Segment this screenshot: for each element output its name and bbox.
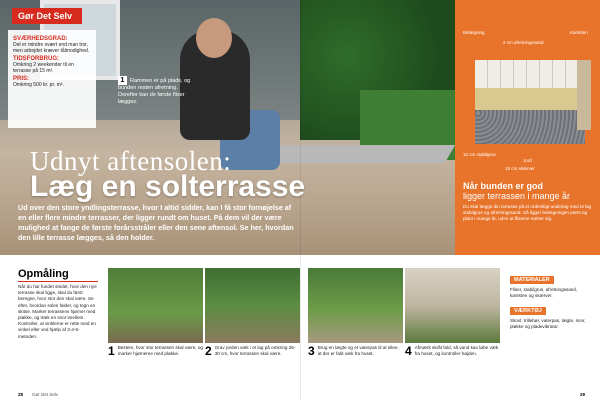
- layer-pavers: [475, 60, 585, 88]
- difficulty-text: Det er mindre svært end man tror, men arbejdet kræver tålmodighed.: [13, 42, 90, 54]
- title-line-2: Læg en solterrasse: [30, 170, 306, 203]
- step-text-2: Grav jorden væk i et lag på omkring 25-30 cm, hvor terrassen skal være.: [214, 345, 296, 356]
- step-photo-1: [108, 268, 203, 343]
- step-caption-4: [405, 345, 500, 357]
- page-number-right: 29: [580, 392, 586, 397]
- layer-gravel: [475, 110, 585, 144]
- caption-number: 1: [118, 76, 127, 85]
- info-sidebar: [8, 30, 96, 128]
- label-skaerver: 15 cm skærver: [505, 166, 535, 171]
- label-sand: 2 cm afretningssand: [503, 40, 544, 45]
- step-photo-4: [405, 268, 500, 343]
- step-text-1: Bestem, hvor stor terrassen skal være, og marker hjørnerne med pløkke.: [117, 345, 203, 356]
- footer-text: Gør Det Selv: [32, 392, 59, 397]
- step-caption-3: [308, 345, 403, 357]
- info-box-orange: [455, 175, 600, 255]
- step-photo-2: [205, 268, 300, 343]
- box-subtitle: ligger terrassen i mange år: [463, 191, 571, 201]
- label-stabilgrus: 10 cm stabilgrus: [463, 152, 496, 157]
- materials-text: Fliser, stabilgrus, afretningssand, kantsten og skærver.: [510, 287, 578, 298]
- tools-text: Skovl, trillebør, vaterpas, lægte, snor, pløkke og pladevibrator.: [510, 318, 586, 329]
- time-heading: TIDSFORBRUG:: [13, 56, 59, 62]
- heading-underline: [18, 281, 98, 282]
- box-title: Når bunden er god: [463, 181, 544, 191]
- step-number-2: 2: [205, 344, 212, 358]
- step-number-1: 1: [108, 344, 115, 358]
- page-gutter: [300, 0, 301, 400]
- hero-caption: [118, 76, 196, 106]
- box-text: Du skal lægge din terrasse på et ordentligt underlag med et lag stabilgrus og afretningssand. Så ligger belægningen pænt og plant i mange år, uden at fliserne sætter sig.: [463, 204, 592, 221]
- edge-stone: [577, 60, 591, 130]
- tools-tag: VÆRKTØJ: [510, 307, 546, 315]
- label-belaegning: Belægning: [463, 30, 485, 35]
- layer-diagram: [455, 0, 600, 175]
- time-text: Omkring 2 weekender til en terrasse på 15 m².: [13, 62, 74, 74]
- step-text-3: Brug en lægte og et vaterpas til at sikre, at der er fald væk fra huset.: [317, 345, 399, 356]
- right-sidebar: [510, 276, 592, 330]
- price-heading: PRIS:: [13, 76, 30, 82]
- section-tag: Gør Det Selv: [12, 8, 82, 24]
- caption-text: Rammen er på plads, og bunden resten afretning. Derefter kan de første fliser lægges.: [118, 78, 191, 105]
- label-jord: Jord: [523, 158, 532, 163]
- step-number-3: 3: [308, 344, 315, 358]
- price-text: Omkring 500 kr. pr. m².: [13, 82, 64, 88]
- opmaaling-text: Når du har fundet stedet, hvor den nye terrasse skal ligge, skal du først beregne, hvor stor den skal være. Se efter, hvordan solen falder, og tegn en skitse. Marker terrassens hjørner med pløkke, og træk en snor imellem. Kontroller, at vinklerne er rette med en vinkel eller ved hjælp af 3-4-5-metoden.: [18, 284, 97, 339]
- materials-tag: MATERIALER: [510, 276, 554, 284]
- difficulty-heading: SVÆRHEDSGRAD:: [13, 36, 68, 42]
- step-number-4: 4: [405, 344, 412, 358]
- step-photo-3: [308, 268, 403, 343]
- step-caption-2: [205, 345, 300, 357]
- opmaaling-heading: Opmåling: [18, 268, 69, 280]
- label-kantsten: Kantsten: [570, 30, 588, 35]
- layer-sand: [475, 88, 585, 110]
- page-number-left: 28: [18, 392, 24, 397]
- step-caption-1: [108, 345, 203, 357]
- layer-stack: [475, 60, 585, 155]
- lede-paragraph: Ud over den store yndlingsterrasse, hvor I altid sidder, kan I få stor fornøjelse af en eller flere mindre terrasser, der ligger rundt om huset. På dem vil der være mulighed at fange de første forårsstråler eller den sene aftensol. Se her, hvordan den lille terrasse lægges, så den holder.: [18, 203, 294, 242]
- step-text-4: Afmærk skråt fald, så vand kan løbe væk fra huset, og kontroller højden.: [414, 345, 499, 356]
- person-head: [196, 18, 232, 58]
- title-line-1: Udnyt aftensolen:: [30, 146, 232, 176]
